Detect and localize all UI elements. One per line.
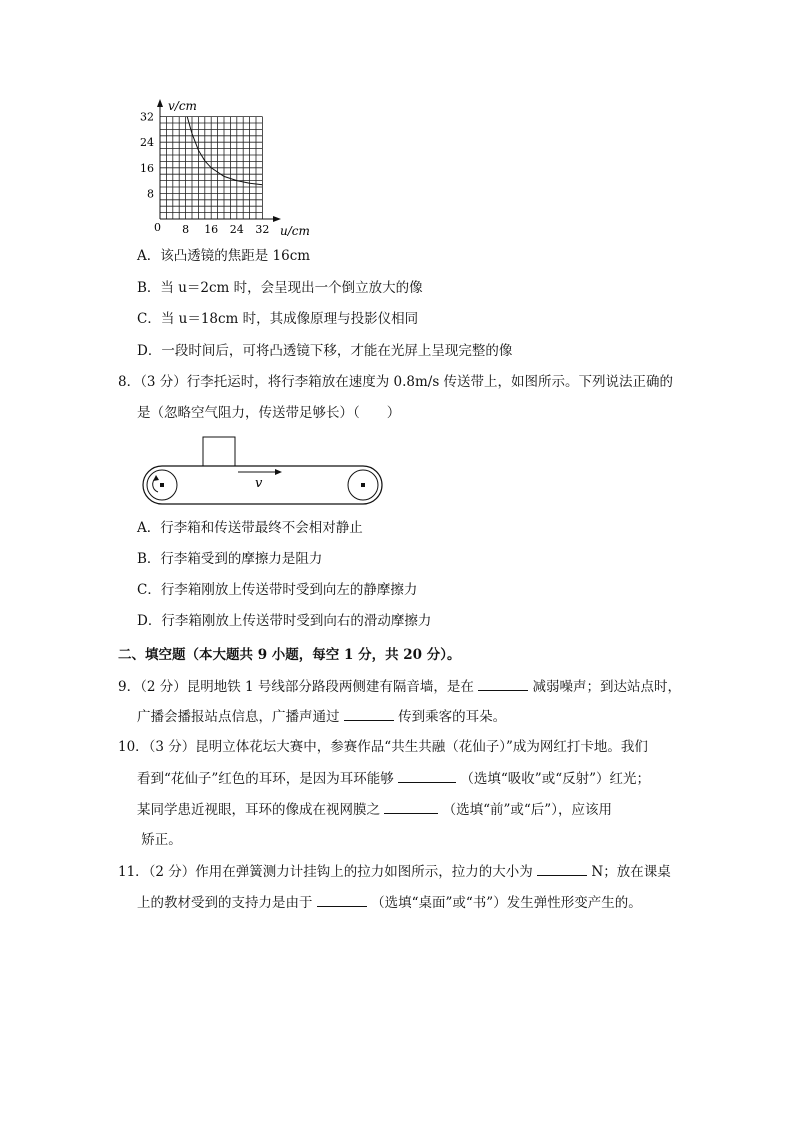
q11-line1 [118, 861, 671, 882]
q9-blank-1[interactable] [478, 676, 528, 691]
q9-line1 [118, 676, 681, 697]
q10-text-1: 看到“花仙子”红色的耳环，是因为耳环能够 [137, 771, 394, 787]
y-tick-label: 24 [140, 136, 154, 150]
q7-option-a: A．该凸透镜的焦距是 16cm [137, 248, 311, 264]
q11-text-3: 上的教材受到的支持力是由于 [137, 895, 313, 911]
q8-option-a: A．行李箱和传送带最终不会相对静止 [137, 520, 363, 536]
x-axis-arrow [273, 216, 281, 222]
q10-line1: 10．（3 分）昆明立体花坛大赛中，参赛作品“共生共融（花仙子）”成为网红打卡地。我们 [118, 739, 648, 755]
origin-label: 0 [154, 221, 161, 234]
q10-text-5: 矫正。 [141, 832, 182, 848]
q7-option-d: D．一段时间后，可将凸透镜下移，才能在光屏上呈现完整的像 [137, 343, 513, 359]
q11-blank-1[interactable] [537, 861, 587, 876]
q10-text-4: （选填“前”或“后”），应该用 [442, 802, 612, 818]
velocity-label: v [255, 476, 263, 491]
q9-text-4: 传到乘客的耳朵。 [398, 709, 507, 725]
q8-stem-line2: 是（忽略空气阻力，传送带足够长）（ ） [137, 405, 401, 421]
q10-text-3: 某同学患近视眼，耳环的像成在视网膜之 [137, 802, 380, 818]
q11-text-2: N；放在课桌 [591, 864, 671, 880]
q10-line2 [137, 768, 650, 789]
y-axis-arrow [157, 99, 163, 107]
q9-text-3: 广播会播报站点信息，广播声通过 [137, 709, 340, 725]
section-2-title: 二、填空题（本大题共 9 小题，每空 1 分，共 20 分）。 [118, 647, 461, 663]
q9-blank-2[interactable] [344, 706, 394, 721]
q11-text-1: 11．（2 分）作用在弹簧测力计挂钩上的拉力如图所示，拉力的大小为 [118, 864, 533, 880]
x-tick-label: 24 [229, 223, 244, 236]
q11-text-4: （选填“桌面”或“书”）发生弹性形变产生的。 [371, 895, 642, 911]
q10-text-2: （选填“吸收”或“反射”）红光； [460, 771, 651, 787]
q8-option-c: C．行李箱刚放上传送带时受到向左的静摩擦力 [137, 582, 418, 598]
q8-option-b: B．行李箱受到的摩擦力是阻力 [137, 551, 323, 567]
q7-option-b: B．当 u＝2cm 时，会呈现出一个倒立放大的像 [137, 280, 423, 296]
luggage-box [203, 437, 235, 466]
q10-line4 [137, 830, 182, 850]
y-axis-label: v/cm [168, 99, 197, 113]
image-distance-graph [130, 95, 340, 245]
x-tick-label: 32 [255, 223, 270, 236]
q10-line3 [137, 799, 612, 820]
q8-option-d: D．行李箱刚放上传送带时受到向右的滑动摩擦力 [137, 613, 432, 629]
q10-blank-2[interactable] [384, 799, 438, 814]
right-roller-axle [361, 483, 365, 487]
q8-stem-line1: 8．（3 分）行李托运时，将行李箱放在速度为 0.8m/s 传送带上，如图所示。下列说法正确的 [118, 374, 674, 390]
x-tick-label: 8 [182, 223, 190, 236]
q10-blank-1[interactable] [398, 768, 456, 783]
q11-blank-2[interactable] [317, 892, 367, 907]
q9-line2 [137, 706, 506, 727]
x-tick-label: 16 [204, 223, 219, 236]
y-tick-label: 32 [140, 110, 154, 124]
q9-text-1: 9．（2 分）昆明地铁 1 号线部分路段两侧建有隔音墙，是在 [118, 679, 474, 695]
conveyor-belt-figure [138, 432, 388, 512]
q7-option-c: C．当 u＝18cm 时，其成像原理与投影仪相同 [137, 311, 419, 327]
left-roller-axle [160, 483, 164, 487]
y-tick-label: 16 [140, 161, 154, 175]
x-axis-label: u/cm [280, 224, 310, 238]
y-tick-label: 8 [147, 187, 154, 201]
q11-line2 [137, 892, 642, 913]
q9-text-2: 减弱噪声；到达站点时， [532, 679, 681, 695]
